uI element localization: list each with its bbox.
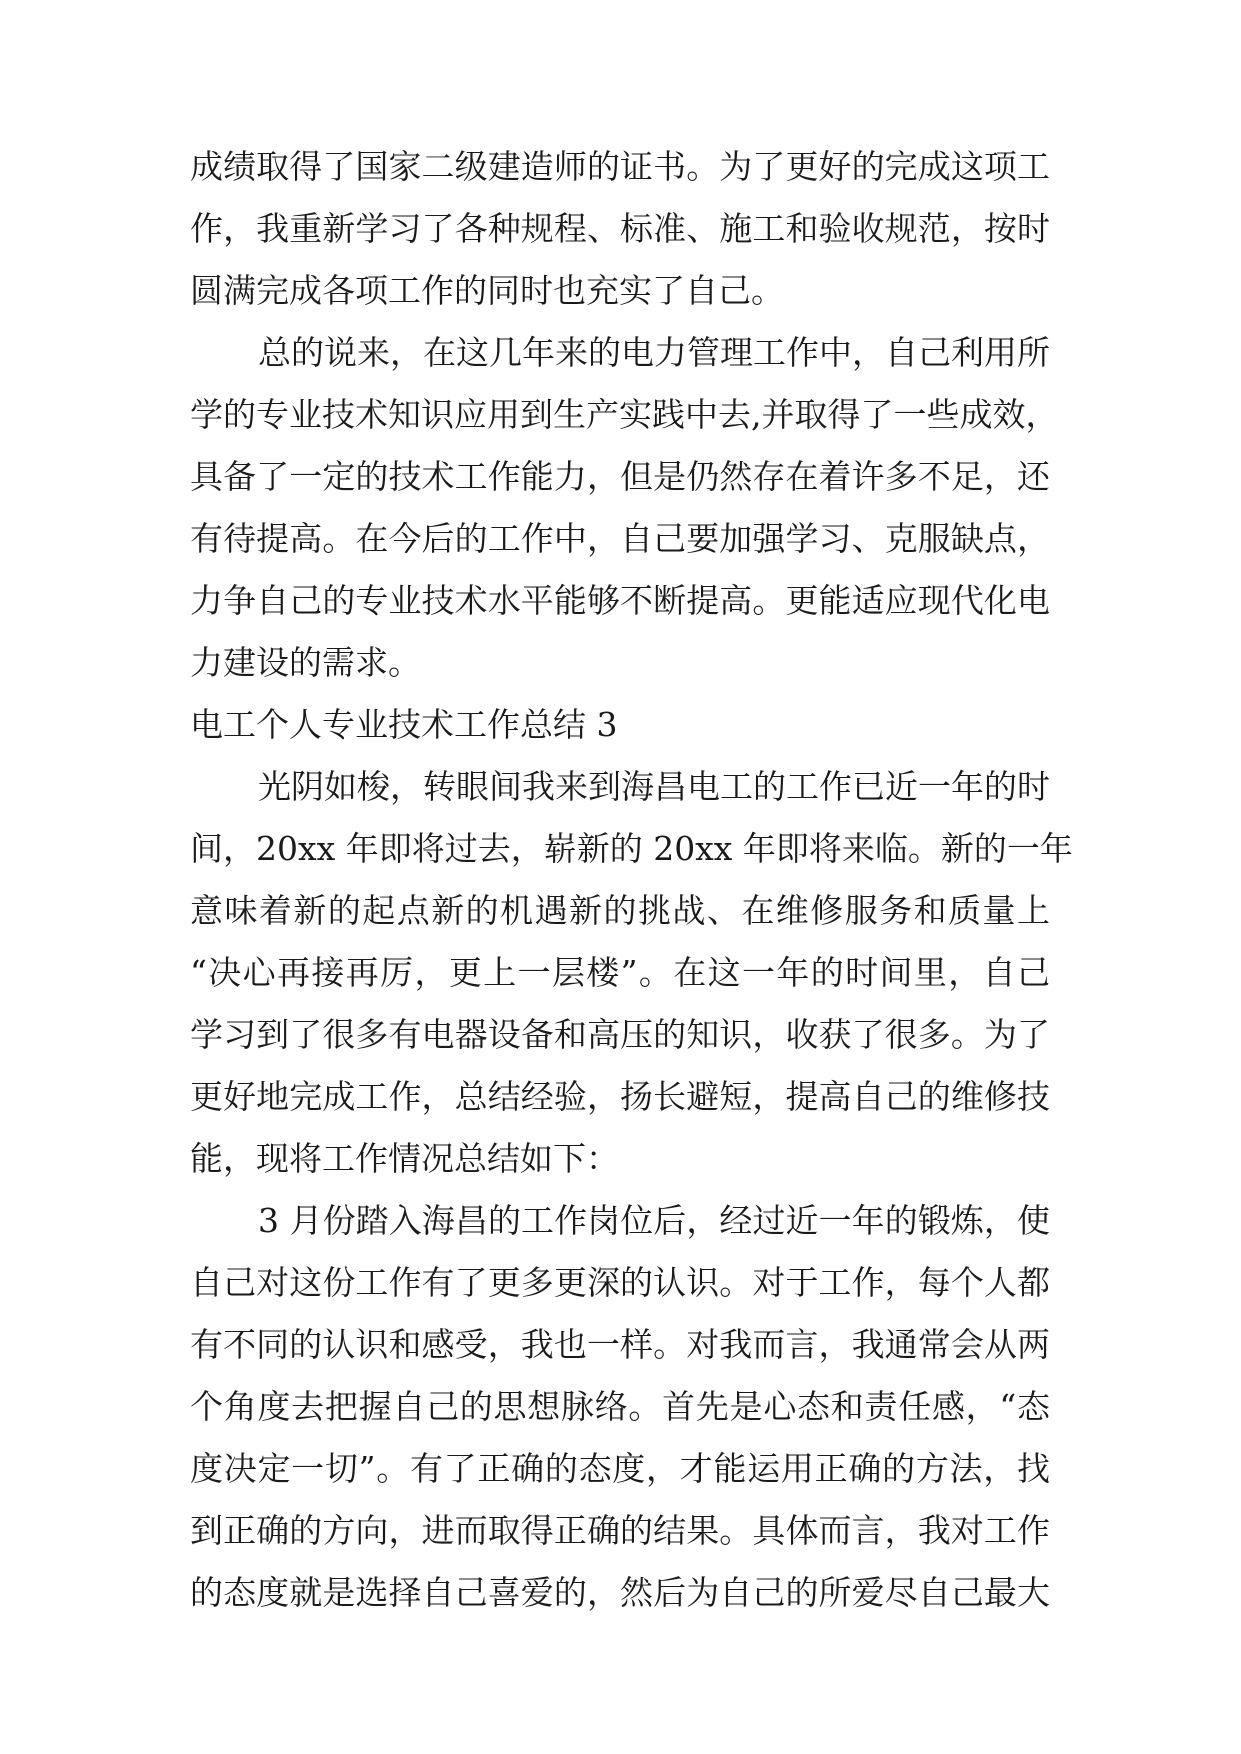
text-line: 学习到了很多有电器设备和高压的知识，收获了很多。为了	[190, 1015, 1050, 1054]
document-body	[190, 136, 1073, 1624]
text-line: 具备了一定的技术工作能力，但是仍然存在着许多不足，还	[190, 457, 1050, 496]
paragraph	[190, 1190, 1050, 1624]
text-line: 圆满完成各项工作的同时也充实了自己。	[190, 271, 784, 310]
paragraph	[190, 756, 1073, 1190]
text-line: 更好地完成工作，总结经验，扬长避短，提高自己的维修技	[190, 1077, 1050, 1116]
text-line: 能，现将工作情况总结如下：	[190, 1139, 619, 1178]
text-line: 力建设的需求。	[190, 643, 421, 682]
text-line: 有待提高。在今后的工作中，自己要加强学习、克服缺点，	[190, 519, 1050, 558]
text-line: 个角度去把握自己的思想脉络。首先是心态和责任感，“态	[190, 1387, 1050, 1426]
text-line: 有不同的认识和感受，我也一样。对我而言，我通常会从两	[190, 1325, 1050, 1364]
text-line: 间，20xx 年即将过去，崭新的 20xx 年即将来临。新的一年	[190, 829, 1073, 868]
text-line: 学的专业技术知识应用到生产实践中去,并取得了一些成效，	[190, 395, 1059, 434]
text-line: 光阴如梭，转眼间我来到海昌电工的工作已近一年的时	[258, 767, 1050, 806]
heading-line: 电工个人专业技术工作总结 3	[190, 705, 618, 744]
paragraph	[190, 322, 1059, 694]
paragraph	[190, 136, 1050, 322]
text-line: 意味着新的起点新的机遇新的挑战、在维修服务和质量上	[190, 891, 1050, 930]
text-line: 度决定一切”。有了正确的态度，才能运用正确的方法，找	[190, 1449, 1050, 1488]
text-line: 作，我重新学习了各种规程、标准、施工和验收规范，按时	[190, 209, 1050, 248]
text-line: 到正确的方向，进而取得正确的结果。具体而言，我对工作	[190, 1511, 1050, 1550]
text-line: 3 月份踏入海昌的工作岗位后，经过近一年的锻炼，使	[258, 1201, 1050, 1240]
text-line: 成绩取得了国家二级建造师的证书。为了更好的完成这项工	[190, 147, 1050, 186]
section-heading	[190, 694, 1050, 756]
text-line: “决心再接再厉，更上一层楼”。在这一年的时间里，自己	[190, 953, 1050, 992]
text-line: 总的说来，在这几年来的电力管理工作中，自己利用所	[258, 333, 1050, 372]
text-line: 力争自己的专业技术水平能够不断提高。更能适应现代化电	[190, 581, 1050, 620]
text-line: 自己对这份工作有了更多更深的认识。对于工作，每个人都	[190, 1263, 1050, 1302]
text-line: 的态度就是选择自己喜爱的，然后为自己的所爱尽自己最大	[190, 1573, 1050, 1612]
